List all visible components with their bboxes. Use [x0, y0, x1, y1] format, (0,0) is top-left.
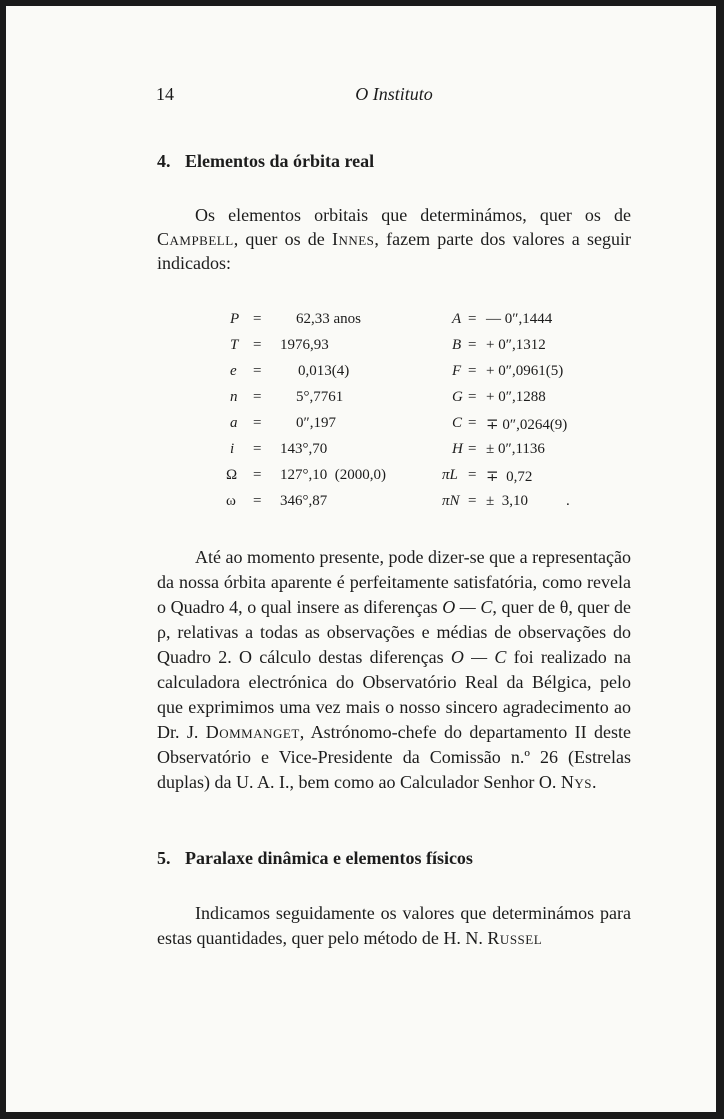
element-symbol: T: [230, 337, 239, 353]
equals-sign: =: [253, 467, 262, 483]
equals-sign: =: [468, 389, 477, 405]
text-run: , Astrónomo-chefe do departamento II deste Observatório e Vice-Presidente da Comissão n.º 26 (Estrelas duplas) da U. A. I., bem como ao Calculador Senhor O.: [157, 722, 631, 792]
running-head: O Instituto: [355, 84, 433, 104]
equals-sign: =: [253, 311, 262, 327]
o-minus-c: O — C: [442, 597, 493, 617]
section-title: Elementos da órbita real: [185, 151, 375, 171]
results-paragraph: [157, 545, 631, 795]
text-run: , quer de θ, quer de ρ, relativas a todas as observações e médias de observações do Quadro 2. O cálculo destas diferenças: [157, 597, 631, 667]
element-symbol: πN: [442, 493, 460, 509]
element-value: + 0″,0961(5): [486, 363, 564, 379]
element-symbol: H: [452, 441, 463, 457]
equals-sign: =: [253, 363, 262, 379]
element-value: + 0″,1312: [486, 337, 546, 353]
element-symbol: B: [452, 337, 462, 353]
element-symbol: e: [230, 363, 237, 379]
element-value: 346°,87: [280, 493, 328, 509]
equals-sign: =: [253, 389, 262, 405]
section-heading-5: [157, 848, 637, 869]
element-symbol: a: [230, 415, 238, 431]
equals-sign: =: [468, 467, 477, 483]
section-number: 5.: [157, 848, 171, 868]
element-value: 62,33 anos: [296, 311, 361, 327]
equals-sign: =: [468, 415, 477, 431]
equals-sign: =: [253, 415, 262, 431]
equals-sign: =: [253, 493, 262, 509]
text-run: Indicamos seguidamente os valores que determinámos para estas quantidades, quer pelo método de H. N.: [157, 903, 631, 948]
element-value: 143°,70: [280, 441, 328, 457]
element-value: — 0″,1444: [486, 311, 553, 327]
text-run: , fazem parte dos valores a seguir indicados:: [157, 229, 631, 273]
equals-sign: =: [468, 337, 477, 353]
element-symbol: i: [230, 441, 235, 457]
equals-sign: =: [468, 493, 477, 509]
equals-sign: =: [468, 441, 477, 457]
element-symbol: G: [452, 389, 463, 405]
element-symbol: C: [452, 415, 463, 431]
text-run: .: [592, 772, 597, 792]
element-value: 1976,93: [280, 337, 329, 353]
author-name: Innes: [331, 229, 375, 249]
element-symbol: Ω: [226, 467, 238, 483]
section-heading-4: [157, 151, 637, 172]
element-symbol: πL: [442, 467, 458, 483]
page-number: 14: [156, 84, 174, 104]
equals-sign: =: [468, 363, 477, 379]
person-name: Dommanget: [205, 722, 300, 742]
person-name: Russel: [487, 928, 543, 948]
element-symbol: A: [452, 311, 462, 327]
element-symbol: F: [452, 363, 462, 379]
trailing-dot: .: [566, 493, 570, 509]
person-name: Nys: [560, 772, 593, 792]
text-run: , quer os de: [233, 229, 332, 249]
element-symbol: n: [230, 389, 238, 405]
equals-sign: =: [468, 311, 477, 327]
element-symbol: P: [230, 311, 240, 327]
text-run: Até ao momento presente, pode dizer-se que a representação da nossa órbita aparente é perfeitamente satisfatória, como revela o Quadro 4, o qual insere as diferenças: [157, 547, 631, 617]
element-value: + 0″,1288: [486, 389, 546, 405]
intro-paragraph: [157, 203, 631, 275]
element-value: ± 3,10: [486, 493, 528, 509]
author-name: Campbell: [157, 229, 234, 249]
text-run: foi realizado na calculadora electrónica do Observatório Real da Bélgica, pelo que exprimimos uma vez mais o nosso sincero agradecimento ao Dr. J.: [157, 647, 632, 742]
element-value: 0,013(4): [298, 363, 350, 379]
element-value: ± 0″,1136: [486, 441, 545, 457]
o-minus-c: O — C: [450, 647, 507, 667]
physical-elements-paragraph: [157, 901, 631, 951]
element-value: 127°,10 (2000,0): [280, 467, 386, 483]
element-value: ∓ 0,72: [486, 469, 533, 485]
element-value: 5°,7761: [296, 389, 344, 405]
section-number: 4.: [157, 151, 171, 171]
equals-sign: =: [253, 441, 262, 457]
equals-sign: =: [253, 337, 262, 353]
element-value: 0″,197: [296, 415, 336, 431]
section-title: Paralaxe dinâmica e elementos físicos: [185, 848, 473, 868]
element-symbol: ω: [226, 493, 236, 509]
text-run: Os elementos orbitais que determinámos, quer os de: [195, 205, 631, 225]
element-value: ∓ 0″,0264(9): [486, 417, 568, 433]
